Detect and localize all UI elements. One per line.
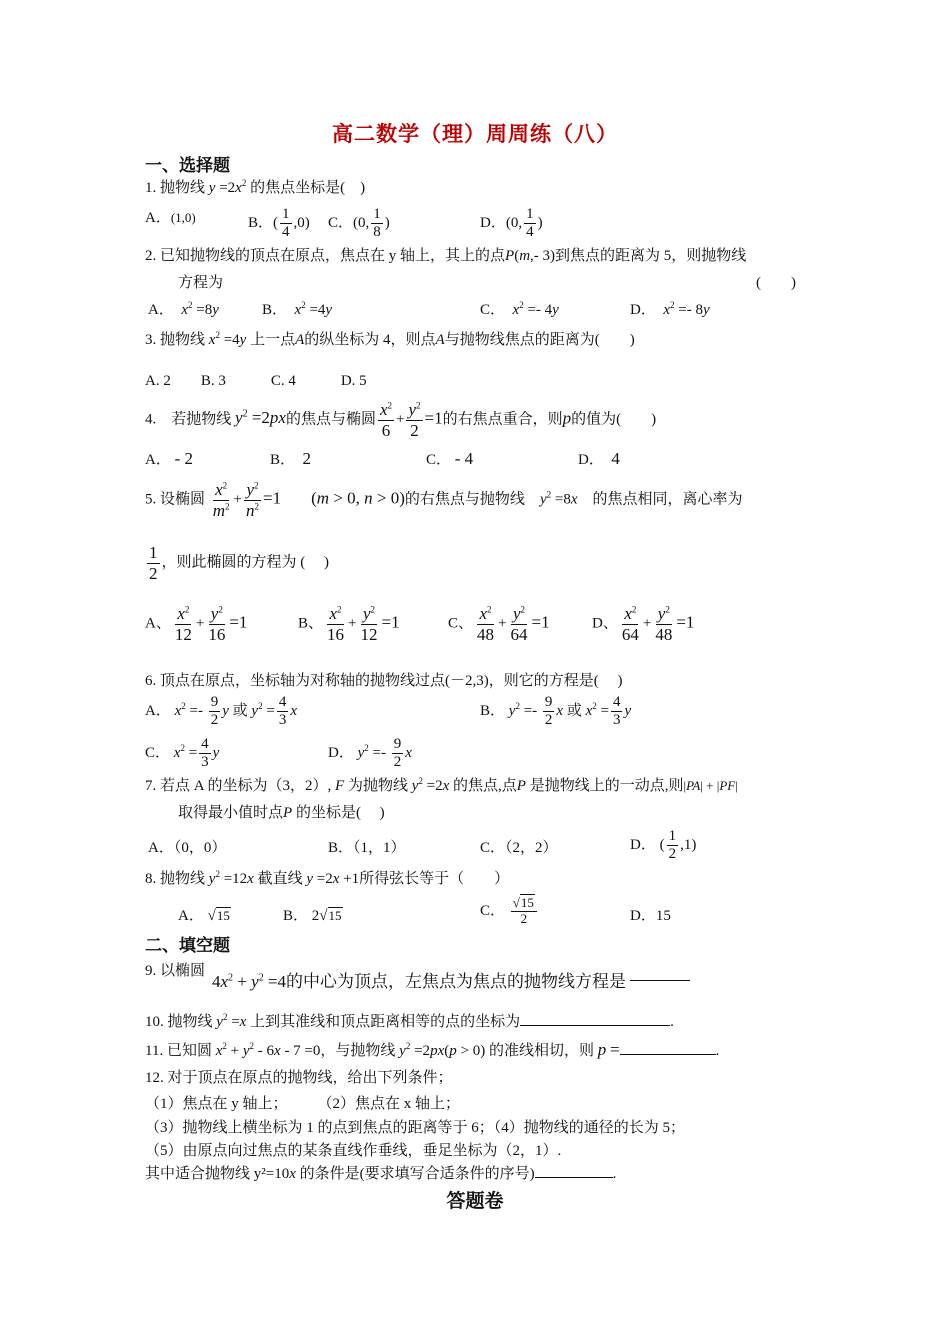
q5-option-b: B、 $\frac{x^2}{16}$ + $\frac{y^2}{12}$ =1 xyxy=(298,604,400,644)
q7-option-a: A．（0，0） xyxy=(148,840,227,856)
question-1: 1. 抛物线 $y =2x^2$ 的焦点坐标是( ) xyxy=(145,178,366,196)
question-10: 10. 抛物线 $y^2 =x$ 上到其准线和顶点距离相等的点的坐标为 . xyxy=(145,1012,674,1030)
q7-option-c: C．（2，2） xyxy=(480,840,558,856)
question-8: 8. 抛物线 $y^2 =12x$ 截直线 y =2x +1所得弦长等于（ ） xyxy=(145,869,510,887)
q2-option-a: A． $x^2 =8y$ xyxy=(148,300,219,318)
q2-option-b: B． $x^2 =4y$ xyxy=(262,300,333,318)
q10-answer-blank xyxy=(520,1024,670,1026)
q5-option-d: D、 $\frac{x^2}{64}$ + $\frac{y^2}{48}$ =1 xyxy=(592,604,695,644)
q12-condition-1-2: （1）焦点在 y 轴上； （2）焦点在 x 轴上； xyxy=(145,1096,461,1112)
q12-question: 其中适合抛物线 y²=10x 的条件是(要求填写合适条件的序号) . xyxy=(145,1166,617,1182)
q6-option-b: B． $y^2$ =- $\frac{9}{2}$ x 或 $x^2$ = $\frac{4}{3}$ y xyxy=(480,694,632,729)
q4-option-c: C． - 4 xyxy=(426,449,474,468)
answer-sheet-heading: 答题卷 xyxy=(446,1190,504,1212)
q11-answer-blank xyxy=(620,1053,716,1055)
q1-option-a: A．(1,0) xyxy=(145,210,196,226)
q8-option-a: A． √15 xyxy=(178,908,230,924)
q7-option-d: D． ( $\frac{1}{2}$ ,1) xyxy=(630,828,697,863)
page-title: 高二数学（理）周周练（八） xyxy=(332,122,618,146)
q1-option-d: D．(0, $\frac{1}{4}$ ) xyxy=(480,206,543,241)
q12-condition-3-4: （3）抛物线上横坐标为 1 的点到焦点的距离等于 6；（4）抛物线的通径的长为 5； xyxy=(145,1120,686,1136)
q6-option-d: D． $y^2$ =- $\frac{9}{2}$ x xyxy=(328,736,412,771)
q12-answer-blank xyxy=(535,1176,613,1178)
q4-option-d: D． 4 xyxy=(578,449,620,468)
q2-answer-paren: ( ) xyxy=(756,275,796,291)
question-7: 7. 若点 A 的坐标为（3，2）, F 为抛物线 $y^2 =2x$ 的焦点,点P 是抛物线上的一动点,则|PA| + |PF| xyxy=(145,776,738,794)
question-3: 3. 抛物线 $x^2 =4y$ 上一点A的纵坐标为 4，则点A与抛物线焦点的距离为( ) xyxy=(145,330,635,348)
q12-condition-5: （5）由原点向过焦点的某条直线作垂线，垂足坐标为（2，1）. xyxy=(145,1143,562,1159)
question-6: 6. 顶点在原点，坐标轴为对称轴的抛物线过点(－2,3)，则它的方程是( ) xyxy=(145,673,623,689)
q2-option-d: D． $x^2 =- 8y$ xyxy=(630,300,710,318)
q1-option-c: C．(0, $\frac{1}{8}$ ) xyxy=(328,206,390,241)
q2-option-c: C． $x^2 =- 4y$ xyxy=(480,300,559,318)
q3-options: A. 2 B. 3 C. 4 D. 5 xyxy=(145,373,367,389)
question-12: 12. 对于顶点在原点的抛物线，给出下列条件； xyxy=(145,1070,453,1086)
q4-option-a: A． - 2 xyxy=(145,449,194,468)
question-4: 4. 若抛物线 $y^2 =2px$的焦点与椭圆 $\frac{x^2}{6}$ + $\frac{y^2}{2}$ =1的右焦点重合，则p的值为( ) xyxy=(145,400,657,440)
section-heading-fill: 二、填空题 xyxy=(145,936,230,956)
q6-option-c: C． $x^2$ = $\frac{4}{3}$ y xyxy=(145,736,220,771)
question-5: 5. 设椭圆 $\frac{x^2}{m^2}$ + $\frac{y^2}{n^2}$ =1 (m > 0, n > 0)的右焦点与抛物线 $y^2 =8x$ 的焦点相同，离心率为 xyxy=(145,480,743,520)
question-5-line2: $\frac{1}{2}$ ，则此椭圆的方程为 ( ) xyxy=(149,543,329,583)
question-7-line2: 取得最小值时点P 的坐标是( ) xyxy=(178,805,385,821)
q9-answer-blank xyxy=(630,979,690,981)
question-2: 2. 已知抛物线的顶点在原点，焦点在 y 轴上，其上的点P(m,- 3)到焦点的距离为 5，则抛物线 xyxy=(145,248,747,264)
q8-option-c: C． $\frac{√15}{2}$ xyxy=(480,896,539,927)
q5-option-c: C、 $\frac{x^2}{48}$ + $\frac{y^2}{64}$ =1 xyxy=(448,604,550,644)
q8-option-d: D．15 xyxy=(630,908,671,924)
q4-option-b: B． 2 xyxy=(270,449,312,468)
question-9-body: $4x^2 + y^2 =4$的中心为顶点，左焦点为焦点的抛物线方程是 xyxy=(212,972,690,992)
q7-option-b: B．（1，1） xyxy=(328,840,406,856)
q5-option-a: A、 $\frac{x^2}{12}$ + $\frac{y^2}{16}$ =1 xyxy=(145,604,248,644)
section-heading-choice: 一、选择题 xyxy=(145,156,230,176)
q1-option-b: B．( $\frac{1}{4}$ ,0) xyxy=(248,206,310,241)
question-9: 9. 以椭圆 xyxy=(145,963,206,979)
q6-option-a: A． $x^2$ =- $\frac{9}{2}$ y 或 $y^2$ = $\frac{4}{3}$ x xyxy=(145,694,297,729)
q8-option-b: B． 2√15 xyxy=(283,908,342,924)
question-11: 11. 已知圆 $x^2 + y^2 - 6x - 7 =0$，与抛物线 $y^2 =2px(p > 0)$ 的准线相切，则 p = . xyxy=(145,1040,720,1059)
question-2-line2: 方程为 xyxy=(178,275,224,291)
